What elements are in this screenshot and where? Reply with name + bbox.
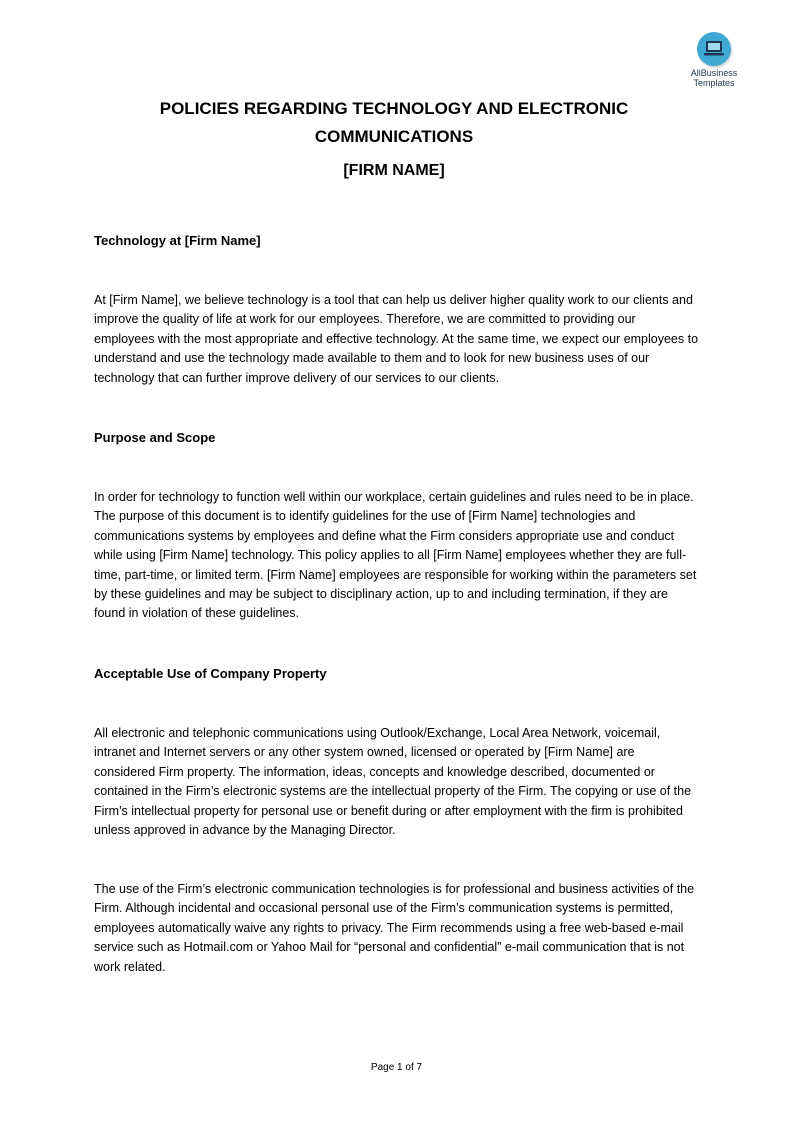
document-title: POLICIES REGARDING TECHNOLOGY AND ELECTRONIC COMMUNICATIONS — [159, 99, 629, 146]
logo-text-line1: AllBusiness — [690, 68, 738, 78]
section-heading-technology: Technology at [Firm Name] — [94, 233, 261, 248]
page-number: Page 1 of 7 — [370, 1062, 423, 1073]
logo-text-line2: Templates — [693, 78, 735, 88]
paragraph-technology: At [Firm Name], we believe technology is a tool that can help us deliver higher quality work to our clients and improve the quality of life at work for our employees. Therefore, we are committed to providing our employees with the most appropriate and effective technology. At the same time, we expect our employees to understand and use the technology made available to them and to look for new business uses of our technology that can further improve delivery of our services to our clients. — [94, 293, 699, 385]
paragraph-acceptable-use-1: All electronic and telephonic communications using Outlook/Exchange, Local Area Network, voicemail, intranet and Internet servers or any other system owned, licensed or operated by [Firm Name] are considered Firm property. The information, ideas, concepts and knowledge described, documented or contained in the Firm’s electronic systems are the intellectual property of the Firm. The copying or use of the Firm’s intellectual property for personal use or benefit during or after employment with the firm is prohibited unless approved in advance by the Managing Director. — [94, 726, 692, 838]
section-heading-acceptable-use: Acceptable Use of Company Property — [94, 666, 327, 681]
firm-name-heading: [FIRM NAME] — [343, 162, 445, 179]
paragraph-acceptable-use-2: The use of the Firm’s electronic communication technologies is for professional and business activities of the Firm. Although incidental and occasional personal use of the Firm’s communication systems is permitted, employees automatically waive any rights to privacy. The Firm recommends using a free web-based e-mail service such as Hotmail.com or Yahoo Mail for “personal and confidential” e-mail communication that is not work related. — [94, 882, 695, 974]
paragraph-purpose: In order for technology to function well within our workplace, certain guidelines and rules need to be in place. The purpose of this document is to identify guidelines for the use of [Firm Name] technologies and communications systems by employees and define what the Firm considers appropriate use and conduct while using [Firm Name] technology. This policy applies to all [Firm Name] employees whether they are full-time, part-time, or limited term. [Firm Name] employees are responsible for working within the parameters set by these guidelines and may be subject to disciplinary action, up to and including termination, if they are found in violation of these guidelines. — [94, 490, 697, 621]
section-heading-purpose: Purpose and Scope — [94, 430, 216, 445]
laptop-icon — [697, 32, 731, 66]
brand-logo — [680, 32, 748, 88]
